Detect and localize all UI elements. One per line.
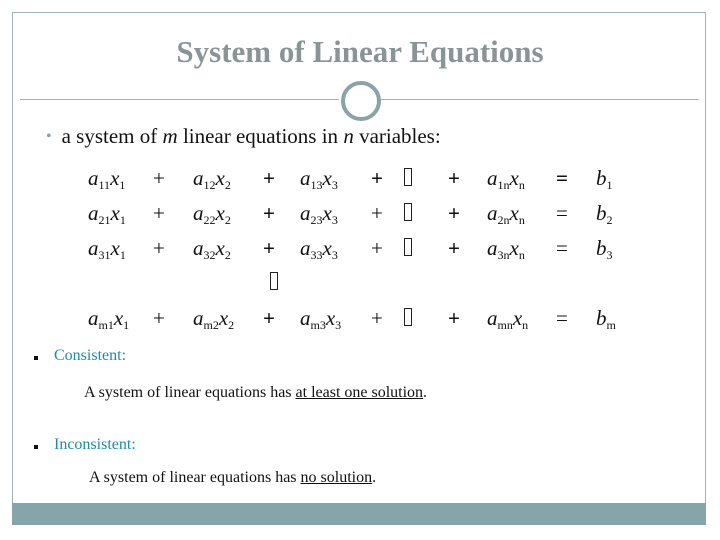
equation-term: $a_{32}x_2$: [193, 236, 231, 262]
plus-operator: +: [263, 166, 275, 190]
title-divider-left: [20, 99, 339, 100]
consistent-term: Consistent:: [54, 347, 127, 364]
ellipsis-box-icon: [404, 168, 412, 186]
ellipsis-box-icon: [404, 203, 412, 221]
equation-term: $a_{m1}x_1$: [88, 306, 130, 332]
footer-bar: [12, 503, 706, 525]
equation-term: $a_{23}x_3$: [300, 201, 338, 227]
square-bullet-icon: [34, 356, 38, 360]
inconsistent-term: Inconsistent:: [54, 436, 136, 453]
equation-term: $a_{13}x_3$: [300, 166, 338, 192]
plus-operator: +: [371, 166, 383, 190]
equation-term: $a_{1n}x_n$: [487, 166, 525, 192]
inconsistent-definition: A system of linear equations has no solution.: [89, 469, 377, 486]
plus-operator: +: [448, 236, 460, 260]
equals-sign: =: [556, 166, 568, 190]
plus-operator: +: [448, 306, 460, 330]
equation-term: $a_{11}x_1$: [88, 166, 126, 192]
title-divider-right: [381, 99, 699, 100]
rhs-constant: $b_3$: [596, 236, 613, 262]
equation-term: $a_{3n}x_n$: [487, 236, 525, 262]
bullet-system-definition: • a system of m linear equations in n variables:: [46, 124, 441, 148]
equation-term: $a_{12}x_2$: [193, 166, 231, 192]
equals-sign: =: [556, 306, 568, 330]
equation-term: $a_{m3}x_3$: [300, 306, 342, 332]
consistent-definition: A system of linear equations has at least one solution.: [84, 384, 428, 401]
plus-operator: +: [371, 306, 383, 330]
bullet-dot-icon: •: [46, 128, 52, 145]
square-bullet-icon: [34, 445, 38, 449]
equation-term: $a_{m2}x_2$: [193, 306, 235, 332]
rhs-constant: $b_m$: [596, 306, 616, 332]
equation-term: $a_{22}x_2$: [193, 201, 231, 227]
equation-term: $a_{21}x_1$: [88, 201, 126, 227]
plus-operator: +: [153, 201, 165, 225]
plus-operator: +: [263, 236, 275, 260]
equation-term: $a_{31}x_1$: [88, 236, 126, 262]
plus-operator: +: [153, 236, 165, 260]
plus-operator: +: [153, 166, 165, 190]
plus-operator: +: [448, 201, 460, 225]
slide-title: System of Linear Equations: [176, 34, 544, 69]
plus-operator: +: [448, 166, 460, 190]
plus-operator: +: [153, 306, 165, 330]
equation-term: $a_{mn}x_n$: [487, 306, 529, 332]
equation-term: $a_{2n}x_n$: [487, 201, 525, 227]
equals-sign: =: [556, 236, 568, 260]
ellipsis-box-icon: [404, 308, 412, 326]
plus-operator: +: [263, 201, 275, 225]
divider-ring-icon: [341, 81, 381, 121]
equals-sign: =: [556, 201, 568, 225]
ellipsis-box-icon: [404, 238, 412, 256]
equation-term: $a_{33}x_3$: [300, 236, 338, 262]
plus-operator: +: [371, 236, 383, 260]
plus-operator: +: [371, 201, 383, 225]
rhs-constant: $b_1$: [596, 166, 613, 192]
rhs-constant: $b_2$: [596, 201, 613, 227]
plus-operator: +: [263, 306, 275, 330]
vertical-ellipsis-box-icon: [270, 272, 278, 290]
